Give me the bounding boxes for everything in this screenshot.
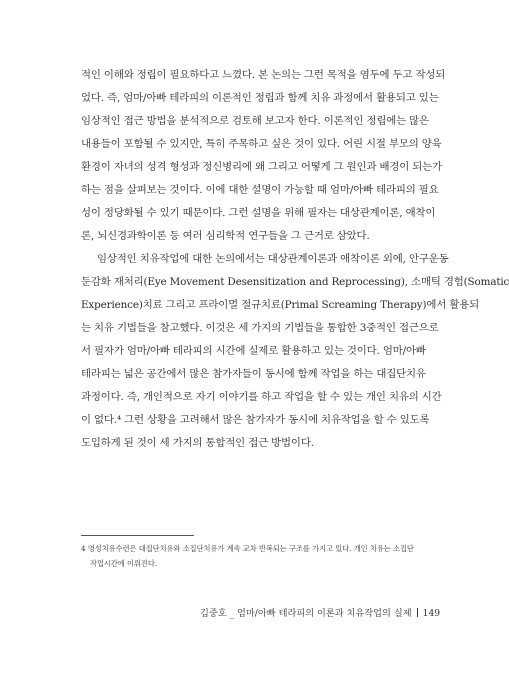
body-line: 내용들이 포함될 수 있지만, 특히 주목하고 싶은 것이 있다. 어린 시절 부모의 양육 xyxy=(81,138,442,150)
footnote-divider xyxy=(81,535,194,536)
body-line-paragraph-start: 임상적인 치유작업에 대한 논의에서는 대상관계이론과 애착이론 외에, 안구운동 xyxy=(97,253,449,265)
footer-separator xyxy=(417,608,418,617)
body-line: 론, 뇌신경과학이론 등 여러 심리학적 연구들을 그 근거로 삼았다. xyxy=(81,230,370,242)
body-line: 적인 이해와 정립이 필요하다고 느꼈다. 본 논의는 그런 목적을 염두에 두고 작성되 xyxy=(81,69,446,81)
footnote-line: 작업시간에 이뤄진다. xyxy=(90,559,158,568)
body-line: 이 없다.⁴ 그런 상황을 고려해서 많은 참가자가 동시에 치유작업을 할 수 있도록 xyxy=(81,414,430,426)
body-line: 었다. 즉, 엄마/아빠 테라피의 이론적인 정립과 함께 치유 과정에서 활용되고 있는 xyxy=(81,92,439,104)
body-line: 서 필자가 엄마/아빠 테라피의 시간에 실제로 활용하고 있는 것이다. 엄마/아빠 xyxy=(81,345,426,357)
footnote xyxy=(81,541,426,571)
body-line: 과정이다. 즉, 개인적으로 자기 이야기를 하고 작업을 할 수 있는 개인 치유의 시간 xyxy=(81,391,442,403)
body-line: 는 치유 기법들을 참고했다. 이것은 세 가지의 기법들을 통합한 3중적인 접근으로 xyxy=(81,322,439,334)
body-line: Experience)치료 그리고 프라이멀 절규치료(Primal Screaming Therapy)에서 활용되 xyxy=(81,299,480,311)
running-title: 김중호 _ 엄마/아빠 테라피의 이론과 치유작업의 실제 xyxy=(200,608,412,619)
body-line: 환경이 자녀의 성격 형성과 정신병리에 왜 그리고 어떻게 그 원인과 배경이 되는가 xyxy=(81,161,442,173)
page-number: 149 xyxy=(422,608,441,619)
footnote-line: 4 영성치유수련은 대집단치유와 소집단치유가 계속 교차 반복되는 구조를 가지고 있다. 개인 치유는 소집단 xyxy=(81,544,414,553)
body-line: 둔감화 재처리(Eye Movement Desensitization and Reprocessing), 소매틱 경험(Somatic xyxy=(81,276,509,288)
body-line: 도입하게 된 것이 세 가지의 통합적인 접근 방법이다. xyxy=(81,437,314,449)
body-line: 임상적인 접근 방법을 분석적으로 검토해 보고자 한다. 이론적인 정립에는 많은 xyxy=(81,115,429,127)
body-line: 성이 정당화될 수 있기 때문이다. 그런 설명을 위해 필자는 대상관계이론, 애착이 xyxy=(81,207,436,219)
page-footer xyxy=(200,605,441,619)
body-line: 하는 점을 살펴보는 것이다. 이에 대한 설명이 가능할 때 엄마/아빠 테라피의 필요 xyxy=(81,184,439,196)
body-text xyxy=(81,64,509,455)
body-line: 테라피는 넓은 공간에서 많은 참가자들이 동시에 함께 작업을 하는 대집단치유 xyxy=(81,368,426,380)
